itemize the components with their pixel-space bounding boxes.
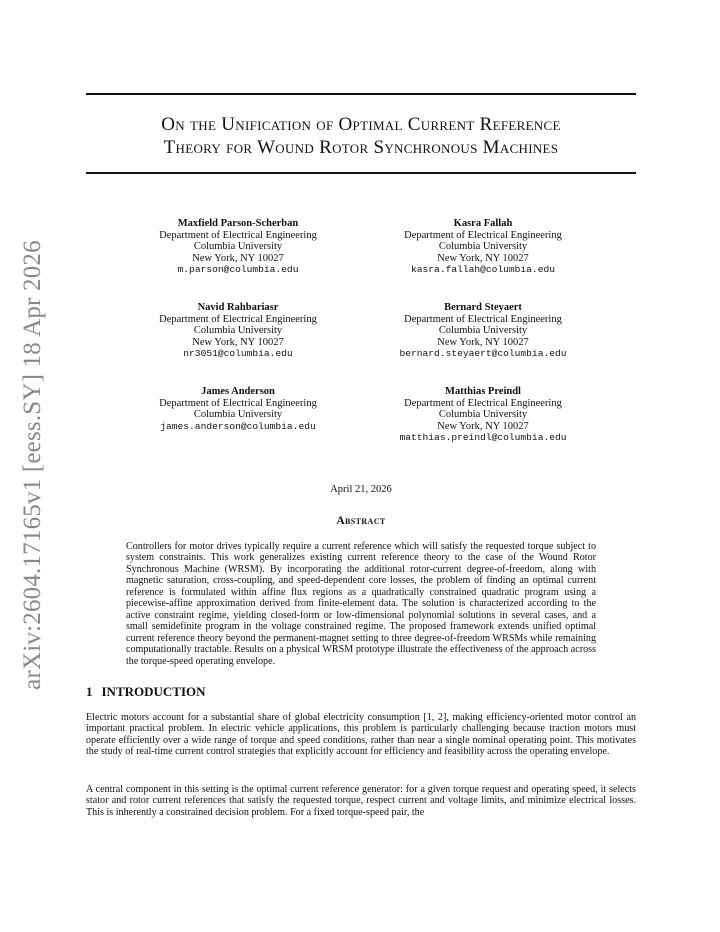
author-block	[118, 386, 358, 432]
author-university: Columbia University	[193, 409, 283, 421]
author-email[interactable]: james.anderson@columbia.edu	[160, 420, 316, 432]
section-heading	[86, 684, 206, 700]
author-block	[363, 218, 603, 276]
author-university: Columbia University	[438, 241, 528, 253]
author-city: New York, NY 10027	[437, 252, 529, 264]
author-name: James Anderson	[201, 386, 275, 397]
author-name: Navid Rahbariasr	[197, 302, 279, 313]
arxiv-identifier-sidebar	[7, 240, 59, 690]
arxiv-identifier: arXiv:2604.17165v1 [eess.SY] 18 Apr 2026	[19, 240, 47, 690]
paper-title-line-1: On the Unification of Optimal Current Reference	[161, 114, 561, 135]
author-block	[363, 302, 603, 360]
author-email[interactable]: m.parson@columbia.edu	[177, 264, 299, 276]
author-name: Maxfield Parson-Scherban	[177, 218, 299, 229]
author-department: Department of Electrical Engineering	[404, 313, 562, 325]
body-paragraph: Electric motors account for a substantial share of global electricity consumption [1, 2], making efficiency-oriented motor control an important practical problem. In electric vehicle applications, this problem is particularly challenging because traction motors must operate efficiently over a wide range of torque and speed conditions, rather than near a single nominal operating point. This motivates the study of real-time current control strategies that explicitly account for efficiency and feasibility across the operating envelope.	[86, 712, 636, 758]
author-city: New York, NY 10027	[192, 252, 284, 264]
author-department: Department of Electrical Engineering	[159, 313, 317, 325]
author-university: Columbia University	[438, 325, 528, 337]
author-email[interactable]: bernard.steyaert@columbia.edu	[399, 348, 567, 360]
abstract-heading: Abstract	[336, 515, 386, 527]
author-department: Department of Electrical Engineering	[404, 397, 562, 409]
author-block	[118, 302, 358, 360]
author-department: Department of Electrical Engineering	[404, 229, 562, 241]
author-email[interactable]: matthias.preindl@columbia.edu	[399, 432, 567, 444]
title-top-rule	[86, 93, 636, 95]
abstract-text: Controllers for motor drives typically require a current reference which will satisfy the requested torque subject to system constraints. This work generalizes existing current reference theory to the case of the Wound Rotor Synchronous Machine (WRSM). By incorporating the additional rotor-current degree-of-freedom, along with magnetic saturation, cross-coupling, and speed-dependent core losses, the problem of finding an optimal current reference is formulated within affine flux regions as a quadratically constrained quadratic program using a piecewise-affine approximation derived from finite-element data. The solution is characterized according to the active constraint regime, yielding closed-form or low-dimensional polynomial solutions in several cases, and a small semidefinite program in the voltage constrained regime. The proposed framework extends unified optimal current reference theory beyond the permanent-magnet setting to three degree-of-freedom WRSMs while remaining computationally tractable. Results on a physical WRSM prototype illustrate the effectiveness of the approach across the torque-speed operating envelope.	[126, 541, 596, 667]
author-university: Columbia University	[193, 325, 283, 337]
author-department: Department of Electrical Engineering	[159, 229, 317, 241]
body-paragraph: A central component in this setting is the optimal current reference generator: for a given torque request and operating speed, it selects stator and rotor current references that satisfy the requested torque, respect current and voltage limits, and minimize electrical losses. This is inherently a constrained decision problem. For a fixed torque-speed pair, the	[86, 784, 636, 818]
author-city: New York, NY 10027	[437, 336, 529, 348]
section-title: INTRODUCTION	[101, 684, 206, 699]
author-name: Matthias Preindl	[445, 386, 521, 397]
author-university: Columbia University	[438, 409, 528, 421]
author-department: Department of Electrical Engineering	[159, 397, 317, 409]
author-block	[363, 386, 603, 444]
author-university: Columbia University	[193, 241, 283, 253]
author-city: New York, NY 10027	[192, 336, 284, 348]
paper-title-line-2: Theory for Wound Rotor Synchronous Machines	[163, 137, 559, 158]
paper-title	[86, 113, 636, 159]
author-name: Kasra Fallah	[453, 218, 513, 229]
author-city: New York, NY 10027	[437, 420, 529, 432]
author-email[interactable]: kasra.fallah@columbia.edu	[411, 264, 555, 276]
title-bottom-rule	[86, 172, 636, 174]
publication-date: April 21, 2026	[330, 484, 392, 495]
author-block	[118, 218, 358, 276]
author-name: Bernard Steyaert	[444, 302, 522, 313]
author-email[interactable]: nr3051@columbia.edu	[183, 348, 293, 360]
section-number: 1	[86, 684, 93, 699]
